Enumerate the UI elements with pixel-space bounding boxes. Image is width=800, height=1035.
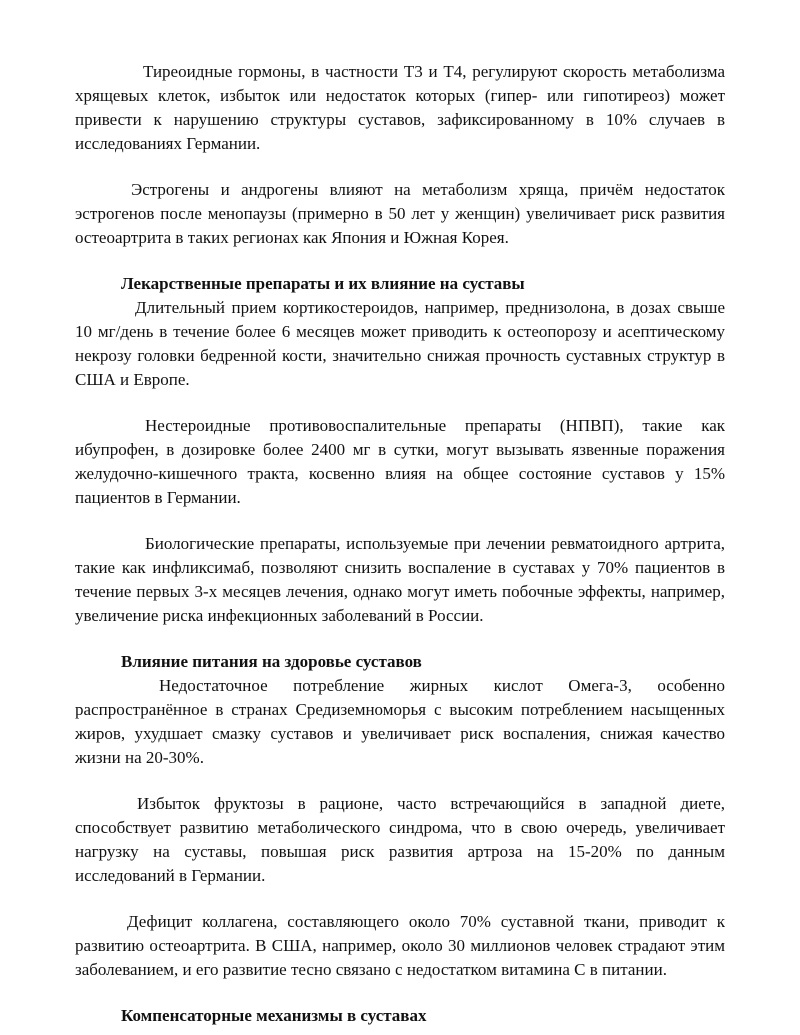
paragraph-biologics: Биологические препараты, используемые при лечении ревматоидного артрита, такие как инфликсимаб, позволяют снизить воспаление в суставах у 70% пациентов в течение первых 3-х месяцев лечения, однако могут иметь побочные эффекты, например, увеличение риска инфекционных заболеваний в России. bbox=[75, 534, 725, 625]
document-body bbox=[75, 60, 725, 1028]
paragraph-fructose: Избыток фруктозы в рационе, часто встречающийся в западной диете, способствует развитию метаболического синдрома, что в свою очередь, увеличивает нагрузку на суставы, повышая риск развития артроза на 15-20% по данным исследований в Германии. bbox=[75, 794, 725, 885]
paragraph-omega3: Недостаточное потребление жирных кислот Омега-3, особенно распространённое в странах Средиземноморья с высоким потреблением насыщенных жиров, ухудшает смазку суставов и увеличивает риск воспаления, снижая качество жизни на 20-30%. bbox=[75, 676, 725, 767]
paragraph-thyroid-hormones: Тиреоидные гормоны, в частности Т3 и Т4, регулируют скорость метаболизма хрящевых клеток, избыток или недостаток которых (гипер- или гипотиреоз) может привести к нарушению структуры суставов, зафиксированному в 10% случаев в исследованиях Германии. bbox=[75, 62, 725, 153]
section-heading-medications: Лекарственные препараты и их влияние на суставы bbox=[121, 274, 525, 293]
paragraph-collagen: Дефицит коллагена, составляющего около 70% суставной ткани, приводит к развитию остеоартрита. В США, например, около 30 миллионов человек страдают этим заболеванием, и его развитие тесно связано с недостатком витамина С в питании. bbox=[75, 912, 725, 979]
paragraph-nsaids: Нестероидные противовоспалительные препараты (НПВП), такие как ибупрофен, в дозировке более 2400 мг в сутки, могут вызывать язвенные поражения желудочно-кишечного тракта, косвенно влияя на общее состояние суставов у 15% пациентов в Германии. bbox=[75, 416, 725, 507]
section-heading-compensatory: Компенсаторные механизмы в суставах bbox=[121, 1006, 427, 1025]
section-heading-nutrition: Влияние питания на здоровье суставов bbox=[121, 652, 422, 671]
paragraph-estrogens: Эстрогены и андрогены влияют на метаболизм хряща, причём недостаток эстрогенов после менопаузы (примерно в 50 лет у женщин) увеличивает риск развития остеоартрита в таких регионах как Япония и Южная Корея. bbox=[75, 180, 725, 247]
paragraph-corticosteroids: Длительный прием кортикостероидов, например, преднизолона, в дозах свыше 10 мг/день в течение более 6 месяцев может приводить к остеопорозу и асептическому некрозу головки бедренной кости, значительно снижая прочность суставных структур в США и Европе. bbox=[75, 298, 725, 389]
